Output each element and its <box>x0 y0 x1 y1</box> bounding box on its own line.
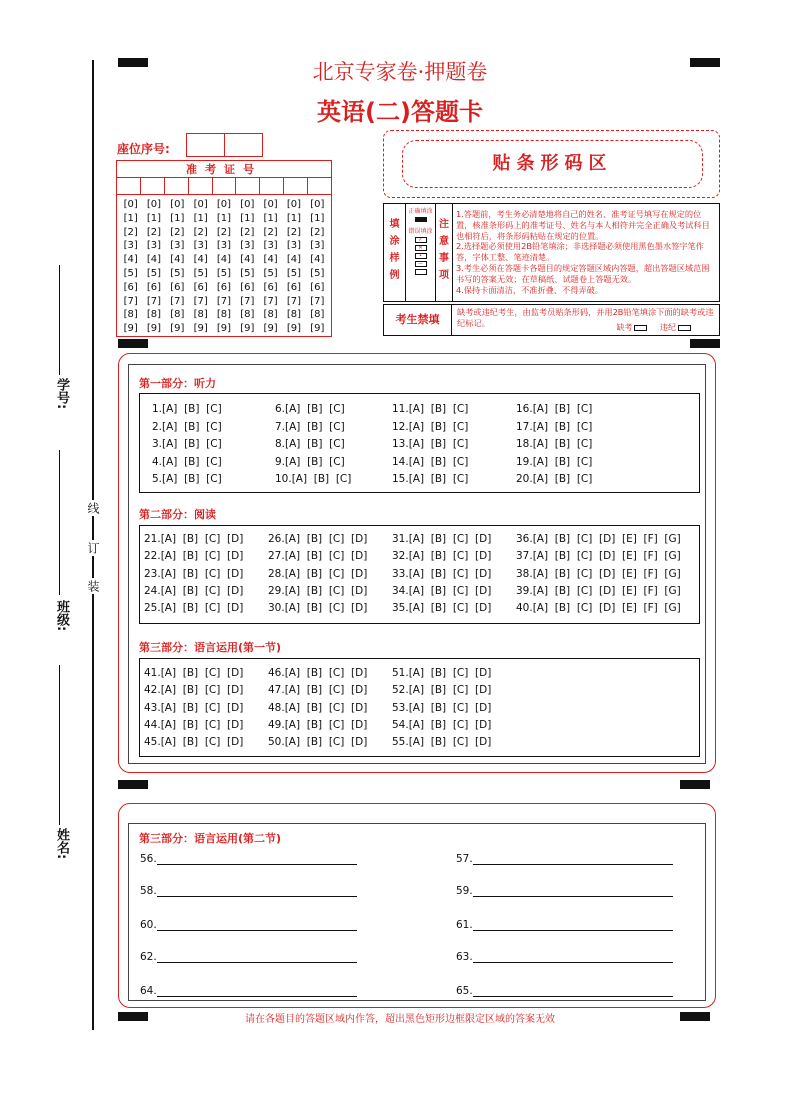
wrong-fill-sample <box>415 269 427 275</box>
exam-digit-bubble[interactable]: [6] <box>286 281 302 293</box>
question-choice-row[interactable]: 34.[A] [B] [C] [D] <box>392 584 492 597</box>
class-label: 班级: <box>54 600 69 632</box>
exam-number-column[interactable] <box>189 198 212 336</box>
answer-number: 64. <box>140 985 157 997</box>
exam-digit-bubble[interactable]: [6] <box>216 281 232 293</box>
exam-number-column[interactable] <box>142 198 165 336</box>
question-choice-row[interactable]: 20.[A] [B] [C] <box>516 473 593 485</box>
answer-line[interactable] <box>473 962 673 963</box>
exam-digit-bubble[interactable]: [3] <box>263 240 278 252</box>
section3-title: 第三部分：语言运用(第一节) <box>139 641 282 654</box>
instruction-item: 2.选择题必须使用2B铅笔填涂；非选择题必须使用黑色墨水签字笔作答，字体工整、笔迹清楚。 <box>456 241 704 263</box>
exam-digit-bubble[interactable]: [5] <box>170 267 185 279</box>
question-choice-row[interactable]: 52.[A] [B] [C] [D] <box>392 684 492 697</box>
question-choice-row[interactable]: 30.[A] [B] [C] [D] <box>268 602 368 615</box>
seal-char: 订 <box>86 542 100 554</box>
question-choice-row[interactable]: 7.[A] [B] [C] <box>275 420 345 433</box>
exam-digit-bubble[interactable]: [3] <box>286 240 302 252</box>
correct-fill-label: 正确填涂 <box>408 208 433 215</box>
exam-digit-bubble[interactable]: [3] <box>170 240 185 252</box>
question-choice-row[interactable]: 49.[A] [B] [C] [D] <box>268 718 368 731</box>
question-choice-row[interactable]: 5.[A] [B] [C] <box>152 473 222 485</box>
exam-digit-bubble[interactable]: [8] <box>310 309 325 321</box>
exam-digit-bubble[interactable]: [2] <box>146 226 162 238</box>
exam-digit-bubble[interactable]: [2] <box>123 226 138 238</box>
exam-digit-bubble[interactable]: [9] <box>170 323 185 335</box>
answer-number: 59. <box>456 885 473 897</box>
question-choice-row[interactable]: 43.[A] [B] [C] [D] <box>144 701 244 714</box>
exam-number-column[interactable] <box>119 198 142 336</box>
timing-mark <box>118 339 148 348</box>
question-choice-row[interactable]: 53.[A] [B] [C] [D] <box>392 701 492 714</box>
exam-digit-bubble[interactable]: [8] <box>193 309 208 321</box>
exam-digit-bubble[interactable]: [1] <box>146 212 162 224</box>
question-choice-row[interactable]: 23.[A] [B] [C] [D] <box>144 567 244 580</box>
answer-number: 65. <box>456 985 473 997</box>
paper-title: 北京专家卷·押题卷 <box>312 60 488 84</box>
question-choice-row[interactable]: 2.[A] [B] [C] <box>152 420 222 433</box>
question-choice-row[interactable]: 45.[A] [B] [C] [D] <box>144 736 244 749</box>
exam-digit-bubble[interactable]: [9] <box>310 323 325 335</box>
exam-digit-bubble[interactable]: [3] <box>216 240 232 252</box>
exam-digit-bubble[interactable]: [3] <box>123 240 138 252</box>
exam-digit-bubble[interactable]: [0] <box>286 199 302 210</box>
barcode-area <box>383 130 720 198</box>
answer-number: 62. <box>140 951 157 963</box>
exam-digit-bubble[interactable]: [7] <box>310 295 325 307</box>
question-choice-row[interactable]: 46.[A] [B] [C] [D] <box>268 667 368 679</box>
question-choice-row[interactable]: 28.[A] [B] [C] [D] <box>268 567 368 580</box>
wrong-fill-label: 错误填涂 <box>408 228 433 235</box>
exam-digit-bubble[interactable]: [6] <box>123 281 138 293</box>
exam-digit-bubble[interactable]: [2] <box>193 226 208 238</box>
question-choice-row[interactable]: 6.[A] [B] [C] <box>275 403 345 415</box>
question-choice-row[interactable]: 15.[A] [B] [C] <box>392 473 469 485</box>
exam-digit-bubble[interactable]: [6] <box>240 281 255 293</box>
question-choice-row[interactable]: 13.[A] [B] [C] <box>392 438 469 450</box>
section2-title: 第二部分：阅读 <box>139 508 216 521</box>
question-choice-row[interactable]: 38.[A] [B] [C] [D] [E] [F] [G] <box>516 567 681 580</box>
question-choice-row[interactable]: 33.[A] [B] [C] [D] <box>392 567 492 580</box>
exam-digit-bubble[interactable]: [2] <box>216 226 232 238</box>
absent-label: 考生禁填 <box>384 305 452 335</box>
exam-digit-bubble[interactable]: [7] <box>170 295 185 307</box>
exam-digit-bubble[interactable]: [0] <box>123 199 138 210</box>
instruction-item: 1.答题前，考生务必清楚地将自己的姓名、准考证号填写在规定的位置，核准条形码上的准考证号、姓名与本人相符并完全正确及考试科目也相符后，将条形码粘贴在规定的位置。 <box>456 209 710 241</box>
seat-box[interactable] <box>186 133 225 157</box>
exam-digit-bubble[interactable]: [0] <box>216 199 232 210</box>
question-choice-row[interactable]: 26.[A] [B] [C] [D] <box>268 533 368 545</box>
question-choice-row[interactable]: 48.[A] [B] [C] [D] <box>268 701 368 714</box>
exam-digit-bubble[interactable]: [2] <box>286 226 302 238</box>
exam-number-column[interactable] <box>212 198 235 336</box>
exam-digit-bubble[interactable]: [7] <box>286 295 302 307</box>
exam-digit-bubble[interactable]: [4] <box>123 254 138 266</box>
exam-digit-bubble[interactable]: [7] <box>240 295 255 307</box>
exam-digit-bubble[interactable]: [9] <box>216 323 232 335</box>
answer-sheet-title: 英语(二)答题卡 <box>317 98 483 126</box>
answer-number: 57. <box>456 853 473 865</box>
question-choice-row[interactable]: 47.[A] [B] [C] [D] <box>268 684 368 697</box>
answer-line[interactable] <box>157 996 357 997</box>
exam-number-column[interactable] <box>166 198 189 336</box>
exam-number-column[interactable] <box>259 198 282 336</box>
answer-line[interactable] <box>473 896 673 897</box>
answer-line[interactable] <box>473 996 673 997</box>
absent-box <box>383 304 720 336</box>
question-choice-row[interactable]: 4.[A] [B] [C] <box>152 455 222 468</box>
exam-digit-bubble[interactable]: [5] <box>240 267 255 279</box>
exam-digit-bubble[interactable]: [6] <box>263 281 278 293</box>
question-choice-row[interactable]: 37.[A] [B] [C] [D] [E] [F] [G] <box>516 550 681 563</box>
exam-digit-bubble[interactable]: [4] <box>193 254 208 266</box>
exam-digit-bubble[interactable]: [4] <box>263 254 278 266</box>
wrong-fill-sample: — <box>415 261 427 267</box>
absent-mark-label: 缺考 <box>616 323 633 332</box>
attention-label: 注 意 事 项 <box>436 204 453 301</box>
name-label: 姓名: <box>54 828 69 860</box>
exam-digit-bubble[interactable]: [8] <box>146 309 162 321</box>
exam-digit-bubble[interactable]: [4] <box>286 254 302 266</box>
question-choice-row[interactable]: 12.[A] [B] [C] <box>392 420 469 433</box>
exam-digit-bubble[interactable]: [8] <box>263 309 278 321</box>
exam-digit-bubble[interactable]: [2] <box>310 226 325 238</box>
answer-number: 63. <box>456 951 473 963</box>
exam-digit-bubble[interactable]: [1] <box>310 212 325 224</box>
exam-number-grid <box>116 160 332 337</box>
exam-digit-bubble[interactable]: [7] <box>123 295 138 307</box>
question-choice-row[interactable]: 14.[A] [B] [C] <box>392 455 469 468</box>
timing-mark <box>690 339 720 348</box>
answer-line[interactable] <box>473 930 673 931</box>
exam-digit-bubble[interactable]: [2] <box>170 226 185 238</box>
answer-number: 58. <box>140 885 157 897</box>
wrong-fill-sample: ✕ <box>415 245 427 251</box>
timing-mark <box>680 780 710 789</box>
exam-digit-bubble[interactable]: [0] <box>310 199 325 210</box>
exam-digit-bubble[interactable]: [5] <box>216 267 232 279</box>
exam-digit-bubble[interactable]: [8] <box>216 309 232 321</box>
exam-number-title: 准考证号 <box>117 161 331 178</box>
answer-line[interactable] <box>157 962 357 963</box>
exam-digit-bubble[interactable]: [6] <box>146 281 162 293</box>
exam-digit-bubble[interactable]: [9] <box>286 323 302 335</box>
question-choice-row[interactable]: 44.[A] [B] [C] [D] <box>144 718 244 731</box>
violation-mark-label: 违纪 <box>660 323 676 332</box>
timing-mark <box>118 780 148 789</box>
student-id-line[interactable] <box>59 265 60 375</box>
question-choice-row[interactable]: 18.[A] [B] [C] <box>516 438 593 450</box>
answer-number: 61. <box>456 919 473 931</box>
exam-digit-bubble[interactable]: [4] <box>240 254 255 266</box>
exam-digit-bubble[interactable]: [1] <box>170 212 185 224</box>
exam-digit-bubble[interactable]: [4] <box>216 254 232 266</box>
exam-number-bubbles[interactable] <box>117 195 331 336</box>
section4-title: 第三部分：语言运用(第二节) <box>139 832 282 845</box>
exam-digit-bubble[interactable]: [9] <box>146 323 162 335</box>
exam-digit-bubble[interactable]: [8] <box>240 309 255 321</box>
question-choice-row[interactable]: 10.[A] [B] [C] <box>275 473 352 485</box>
exam-digit-bubble[interactable]: [7] <box>146 295 162 307</box>
wrong-fill-sample: • <box>415 253 427 259</box>
question-choice-row[interactable]: 39.[A] [B] [C] [D] [E] [F] [G] <box>516 584 681 597</box>
question-choice-row[interactable]: 27.[A] [B] [C] [D] <box>268 550 368 563</box>
class-line[interactable] <box>59 450 60 595</box>
barcode-label: 贴条形码区 <box>402 140 703 188</box>
exam-digit-bubble[interactable]: [8] <box>170 309 185 321</box>
question-choice-row[interactable]: 21.[A] [B] [C] [D] <box>144 533 244 545</box>
exam-digit-bubble[interactable]: [4] <box>170 254 185 266</box>
question-choice-row[interactable]: 29.[A] [B] [C] [D] <box>268 584 368 597</box>
question-choice-row[interactable]: 19.[A] [B] [C] <box>516 455 593 468</box>
exam-digit-bubble[interactable]: [0] <box>263 199 278 210</box>
exam-digit-bubble[interactable]: [5] <box>123 267 138 279</box>
exam-digit-bubble[interactable]: [7] <box>263 295 278 307</box>
question-choice-row[interactable]: 55.[A] [B] [C] [D] <box>392 736 492 749</box>
fill-sample <box>406 204 436 301</box>
exam-digit-bubble[interactable]: [6] <box>193 281 208 293</box>
exam-digit-bubble[interactable]: [0] <box>146 199 162 210</box>
seal-char: 装 <box>86 580 100 592</box>
exam-digit-bubble[interactable]: [3] <box>193 240 208 252</box>
exam-digit-bubble[interactable]: [6] <box>170 281 185 293</box>
exam-number-write-cells[interactable] <box>117 178 331 195</box>
exam-digit-bubble[interactable]: [4] <box>146 254 162 266</box>
exam-digit-bubble[interactable]: [5] <box>310 267 325 279</box>
answer-line[interactable] <box>157 930 357 931</box>
question-choice-row[interactable]: 50.[A] [B] [C] [D] <box>268 736 368 749</box>
exam-digit-bubble[interactable]: [9] <box>123 323 138 335</box>
footer-note: 请在各题目的答题区域内作答，超出黑色矩形边框限定区域的答案无效 <box>245 1014 555 1025</box>
absent-checkbox[interactable] <box>634 325 647 331</box>
exam-digit-bubble[interactable]: [0] <box>193 199 208 210</box>
exam-digit-bubble[interactable]: [0] <box>170 199 185 210</box>
question-choice-row[interactable]: 11.[A] [B] [C] <box>392 403 469 415</box>
instructions-text <box>456 209 715 295</box>
question-choice-row[interactable]: 24.[A] [B] [C] [D] <box>144 584 244 597</box>
seal-char: 线 <box>86 502 100 514</box>
question-choice-row[interactable]: 1.[A] [B] [C] <box>152 403 222 415</box>
name-line[interactable] <box>59 665 60 825</box>
seat-label: 座位序号: <box>117 142 170 156</box>
question-choice-row[interactable]: 25.[A] [B] [C] [D] <box>144 602 244 615</box>
exam-digit-bubble[interactable]: [3] <box>240 240 255 252</box>
answer-line[interactable] <box>157 896 357 897</box>
instructions-box <box>383 203 720 302</box>
absent-marks <box>616 322 701 333</box>
question-choice-row[interactable]: 54.[A] [B] [C] [D] <box>392 718 492 731</box>
exam-digit-bubble[interactable]: [2] <box>240 226 255 238</box>
exam-digit-bubble[interactable]: [4] <box>310 254 325 266</box>
exam-digit-bubble[interactable]: [7] <box>216 295 232 307</box>
absent-text: 缺考或违纪考生，由监考员贴条形码，并用2B铅笔填涂下面的缺考或违纪标记。 <box>457 307 714 328</box>
exam-digit-bubble[interactable]: [5] <box>263 267 278 279</box>
question-choice-row[interactable]: 36.[A] [B] [C] [D] [E] [F] [G] <box>516 533 681 545</box>
exam-number-column[interactable] <box>236 198 259 336</box>
exam-number-column[interactable] <box>282 198 305 336</box>
exam-digit-bubble[interactable]: [7] <box>193 295 208 307</box>
question-choice-row[interactable]: 9.[A] [B] [C] <box>275 455 345 468</box>
question-choice-row[interactable]: 31.[A] [B] [C] [D] <box>392 533 492 545</box>
question-choice-row[interactable]: 51.[A] [B] [C] [D] <box>392 667 492 679</box>
question-choice-row[interactable]: 8.[A] [B] [C] <box>275 438 345 450</box>
exam-number-column[interactable] <box>306 198 329 336</box>
exam-digit-bubble[interactable]: [9] <box>240 323 255 335</box>
exam-digit-bubble[interactable]: [8] <box>123 309 138 321</box>
question-choice-row[interactable]: 22.[A] [B] [C] [D] <box>144 550 244 563</box>
question-choice-row[interactable]: 41.[A] [B] [C] [D] <box>144 667 244 679</box>
exam-digit-bubble[interactable]: [9] <box>193 323 208 335</box>
exam-digit-bubble[interactable]: [6] <box>310 281 325 293</box>
question-choice-row[interactable]: 32.[A] [B] [C] [D] <box>392 550 492 563</box>
answer-line[interactable] <box>473 864 673 865</box>
exam-digit-bubble[interactable]: [0] <box>240 199 255 210</box>
student-id-label: 学号: <box>54 378 69 410</box>
exam-digit-bubble[interactable]: [8] <box>286 309 302 321</box>
wrong-fill-sample: ✓ <box>415 237 427 243</box>
exam-digit-bubble[interactable]: [1] <box>193 212 208 224</box>
exam-digit-bubble[interactable]: [1] <box>216 212 232 224</box>
instruction-item: 3.考生必须在答题卡各题目的规定答题区域内答题，超出答题区域范围书写的答案无效；在草稿纸、试题卷上答题无效。 <box>456 262 710 284</box>
answer-number: 56. <box>140 853 157 865</box>
exam-digit-bubble[interactable]: [3] <box>146 240 162 252</box>
violation-checkbox[interactable] <box>678 325 691 331</box>
seat-box[interactable] <box>224 133 263 157</box>
exam-digit-bubble[interactable]: [1] <box>123 212 138 224</box>
exam-digit-bubble[interactable]: [1] <box>240 212 255 224</box>
exam-digit-bubble[interactable]: [5] <box>146 267 162 279</box>
exam-digit-bubble[interactable]: [3] <box>310 240 325 252</box>
correct-fill-sample <box>415 217 427 222</box>
answer-line[interactable] <box>157 864 357 865</box>
question-choice-row[interactable]: 17.[A] [B] [C] <box>516 420 593 433</box>
question-choice-row[interactable]: 16.[A] [B] [C] <box>516 403 593 415</box>
exam-digit-bubble[interactable]: [5] <box>193 267 208 279</box>
question-choice-row[interactable]: 40.[A] [B] [C] [D] [E] [F] [G] <box>516 602 681 615</box>
instruction-item: 4.保持卡面清洁，不准折叠、不得弄破。 <box>456 284 603 295</box>
exam-digit-bubble[interactable]: [9] <box>263 323 278 335</box>
exam-digit-bubble[interactable]: [1] <box>286 212 302 224</box>
exam-digit-bubble[interactable]: [2] <box>263 226 278 238</box>
question-choice-row[interactable]: 3.[A] [B] [C] <box>152 438 222 450</box>
exam-digit-bubble[interactable]: [1] <box>263 212 278 224</box>
answer-number: 60. <box>140 919 157 931</box>
question-choice-row[interactable]: 35.[A] [B] [C] [D] <box>392 602 492 615</box>
section1-title: 第一部分：听力 <box>139 377 216 390</box>
written-inner-frame <box>128 823 706 1001</box>
exam-digit-bubble[interactable]: [5] <box>286 267 302 279</box>
question-choice-row[interactable]: 42.[A] [B] [C] [D] <box>144 684 244 697</box>
fill-sample-label: 填 涂 样 例 <box>384 204 406 301</box>
